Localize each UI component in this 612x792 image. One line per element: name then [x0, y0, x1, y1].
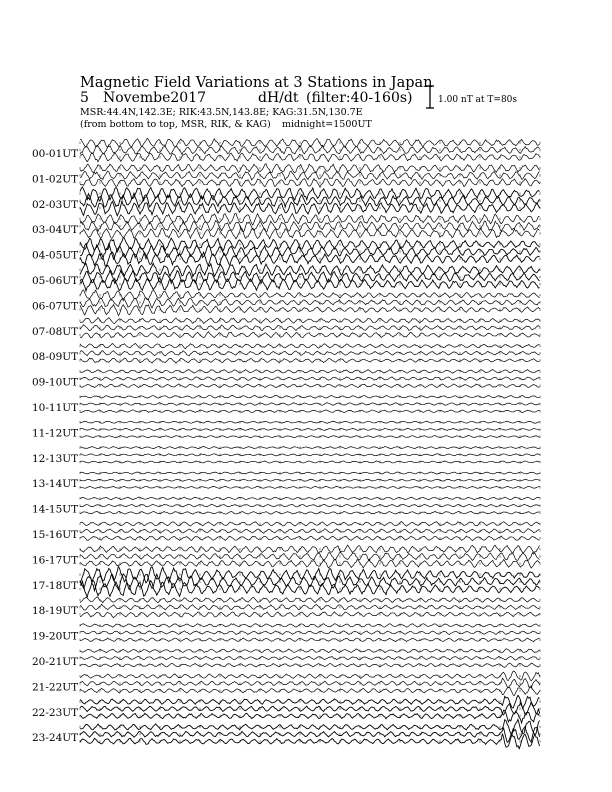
row-label: 07-08UT — [32, 325, 79, 338]
trace-rik — [80, 479, 540, 481]
trace-rik — [80, 377, 540, 381]
row-label: 14-15UT — [32, 503, 79, 516]
trace-msr — [80, 521, 540, 526]
filter-label: (filter:40-160s) — [306, 90, 413, 106]
midnight-note: midnight=1500UT — [282, 119, 372, 130]
row-label: 11-12UT — [32, 427, 79, 440]
trace-rik — [80, 529, 540, 534]
trace-msr — [80, 290, 540, 301]
trace-rik — [80, 325, 540, 331]
row-label: 17-18UT — [32, 579, 79, 592]
row-label: 06-07UT — [32, 300, 79, 313]
trace-kag — [80, 734, 540, 749]
trace-msr — [80, 624, 540, 628]
chart-title: Magnetic Field Variations at 3 Stations in Japan — [80, 75, 433, 91]
stations-label: MSR:44.4N,142.3E; RIK:43.5N,143.8E; KAG:31.5N,130.7E — [80, 107, 363, 118]
row-label: 02-03UT — [32, 198, 79, 211]
row-label: 15-16UT — [32, 529, 79, 541]
trace-rik — [80, 403, 540, 406]
trace-rik — [80, 351, 540, 356]
quantity-label: dH/dt — [258, 90, 299, 106]
row-label: 20-21UT — [32, 656, 79, 668]
trace-rows — [32, 138, 540, 748]
trace-rik — [80, 552, 540, 561]
trace-msr — [80, 187, 540, 201]
trace-rik — [80, 604, 540, 610]
scale-bar-label: 1.00 nT at T=80s — [438, 95, 518, 105]
trace-kag — [80, 435, 540, 437]
row-label: 03-04UT — [32, 224, 79, 237]
row-label: 22-23UT — [32, 706, 79, 719]
trace-msr — [80, 545, 540, 553]
trace-kag — [80, 153, 540, 162]
trace-kag — [80, 179, 540, 188]
trace-tick — [80, 258, 540, 260]
trace-kag — [80, 332, 540, 338]
row-label: 18-19UT — [32, 605, 79, 618]
trace-kag — [80, 581, 540, 598]
trace-msr — [80, 649, 540, 653]
trace-rik — [80, 631, 540, 635]
trace-tick — [80, 192, 540, 194]
trace-rik — [80, 171, 540, 180]
trace-rik — [80, 656, 540, 660]
trace-kag — [80, 358, 540, 363]
row-label: 00-01UT — [32, 148, 79, 160]
trace-kag — [80, 536, 540, 541]
trace-tick — [80, 588, 540, 590]
trace-kag — [80, 305, 540, 316]
trace-msr — [80, 343, 540, 348]
trace-msr — [80, 164, 540, 173]
trace-kag — [80, 252, 540, 266]
row-label: 10-11UT — [32, 402, 79, 414]
trace-kag — [80, 663, 540, 667]
date-month-year: Novembe2017 — [103, 90, 207, 106]
trace-kag — [80, 709, 540, 723]
order-note: (from bottom to top, MSR, RIK, & KAG) — [80, 119, 271, 130]
trace-kag — [80, 686, 540, 696]
trace-msr — [80, 395, 540, 398]
trace-tick — [80, 308, 540, 310]
trace-kag — [80, 612, 540, 618]
row-label: 16-17UT — [32, 554, 79, 567]
row-label: 21-22UT — [32, 681, 79, 694]
trace-kag — [80, 461, 540, 463]
trace-rik — [80, 702, 540, 715]
row-label: 01-02UT — [32, 173, 79, 186]
trace-kag — [80, 410, 540, 413]
trace-rik — [80, 145, 540, 154]
row-label: 08-09UT — [32, 351, 79, 364]
trace-msr — [80, 597, 540, 603]
trace-msr — [80, 472, 540, 474]
trace-msr — [80, 671, 540, 681]
trace-tick — [80, 225, 540, 227]
trace-msr — [80, 238, 540, 252]
trace-msr — [80, 497, 540, 500]
row-label: 12-13UT — [32, 452, 79, 465]
trace-msr — [80, 447, 540, 449]
trace-rik — [80, 428, 540, 430]
trace-kag — [80, 638, 540, 642]
trace-kag — [80, 384, 540, 388]
trace-msr — [80, 421, 540, 423]
row-label: 19-20UT — [32, 630, 79, 643]
trace-rik — [80, 454, 540, 456]
trace-msr — [80, 370, 540, 374]
trace-msr — [80, 317, 540, 323]
trace-tick — [80, 181, 540, 183]
row-label: 13-14UT — [32, 478, 79, 491]
row-label: 23-24UT — [32, 732, 79, 745]
trace-tick — [80, 294, 540, 296]
trace-rik — [80, 504, 540, 507]
trace-rik — [80, 678, 540, 688]
trace-kag — [80, 486, 540, 488]
trace-rik — [80, 193, 540, 207]
trace-kag — [80, 559, 540, 568]
row-label: 09-10UT — [32, 376, 79, 389]
row-label: 04-05UT — [32, 249, 79, 262]
row-label: 05-06UT — [32, 275, 79, 287]
date-day: 5 — [80, 90, 89, 106]
trace-kag — [80, 511, 540, 514]
